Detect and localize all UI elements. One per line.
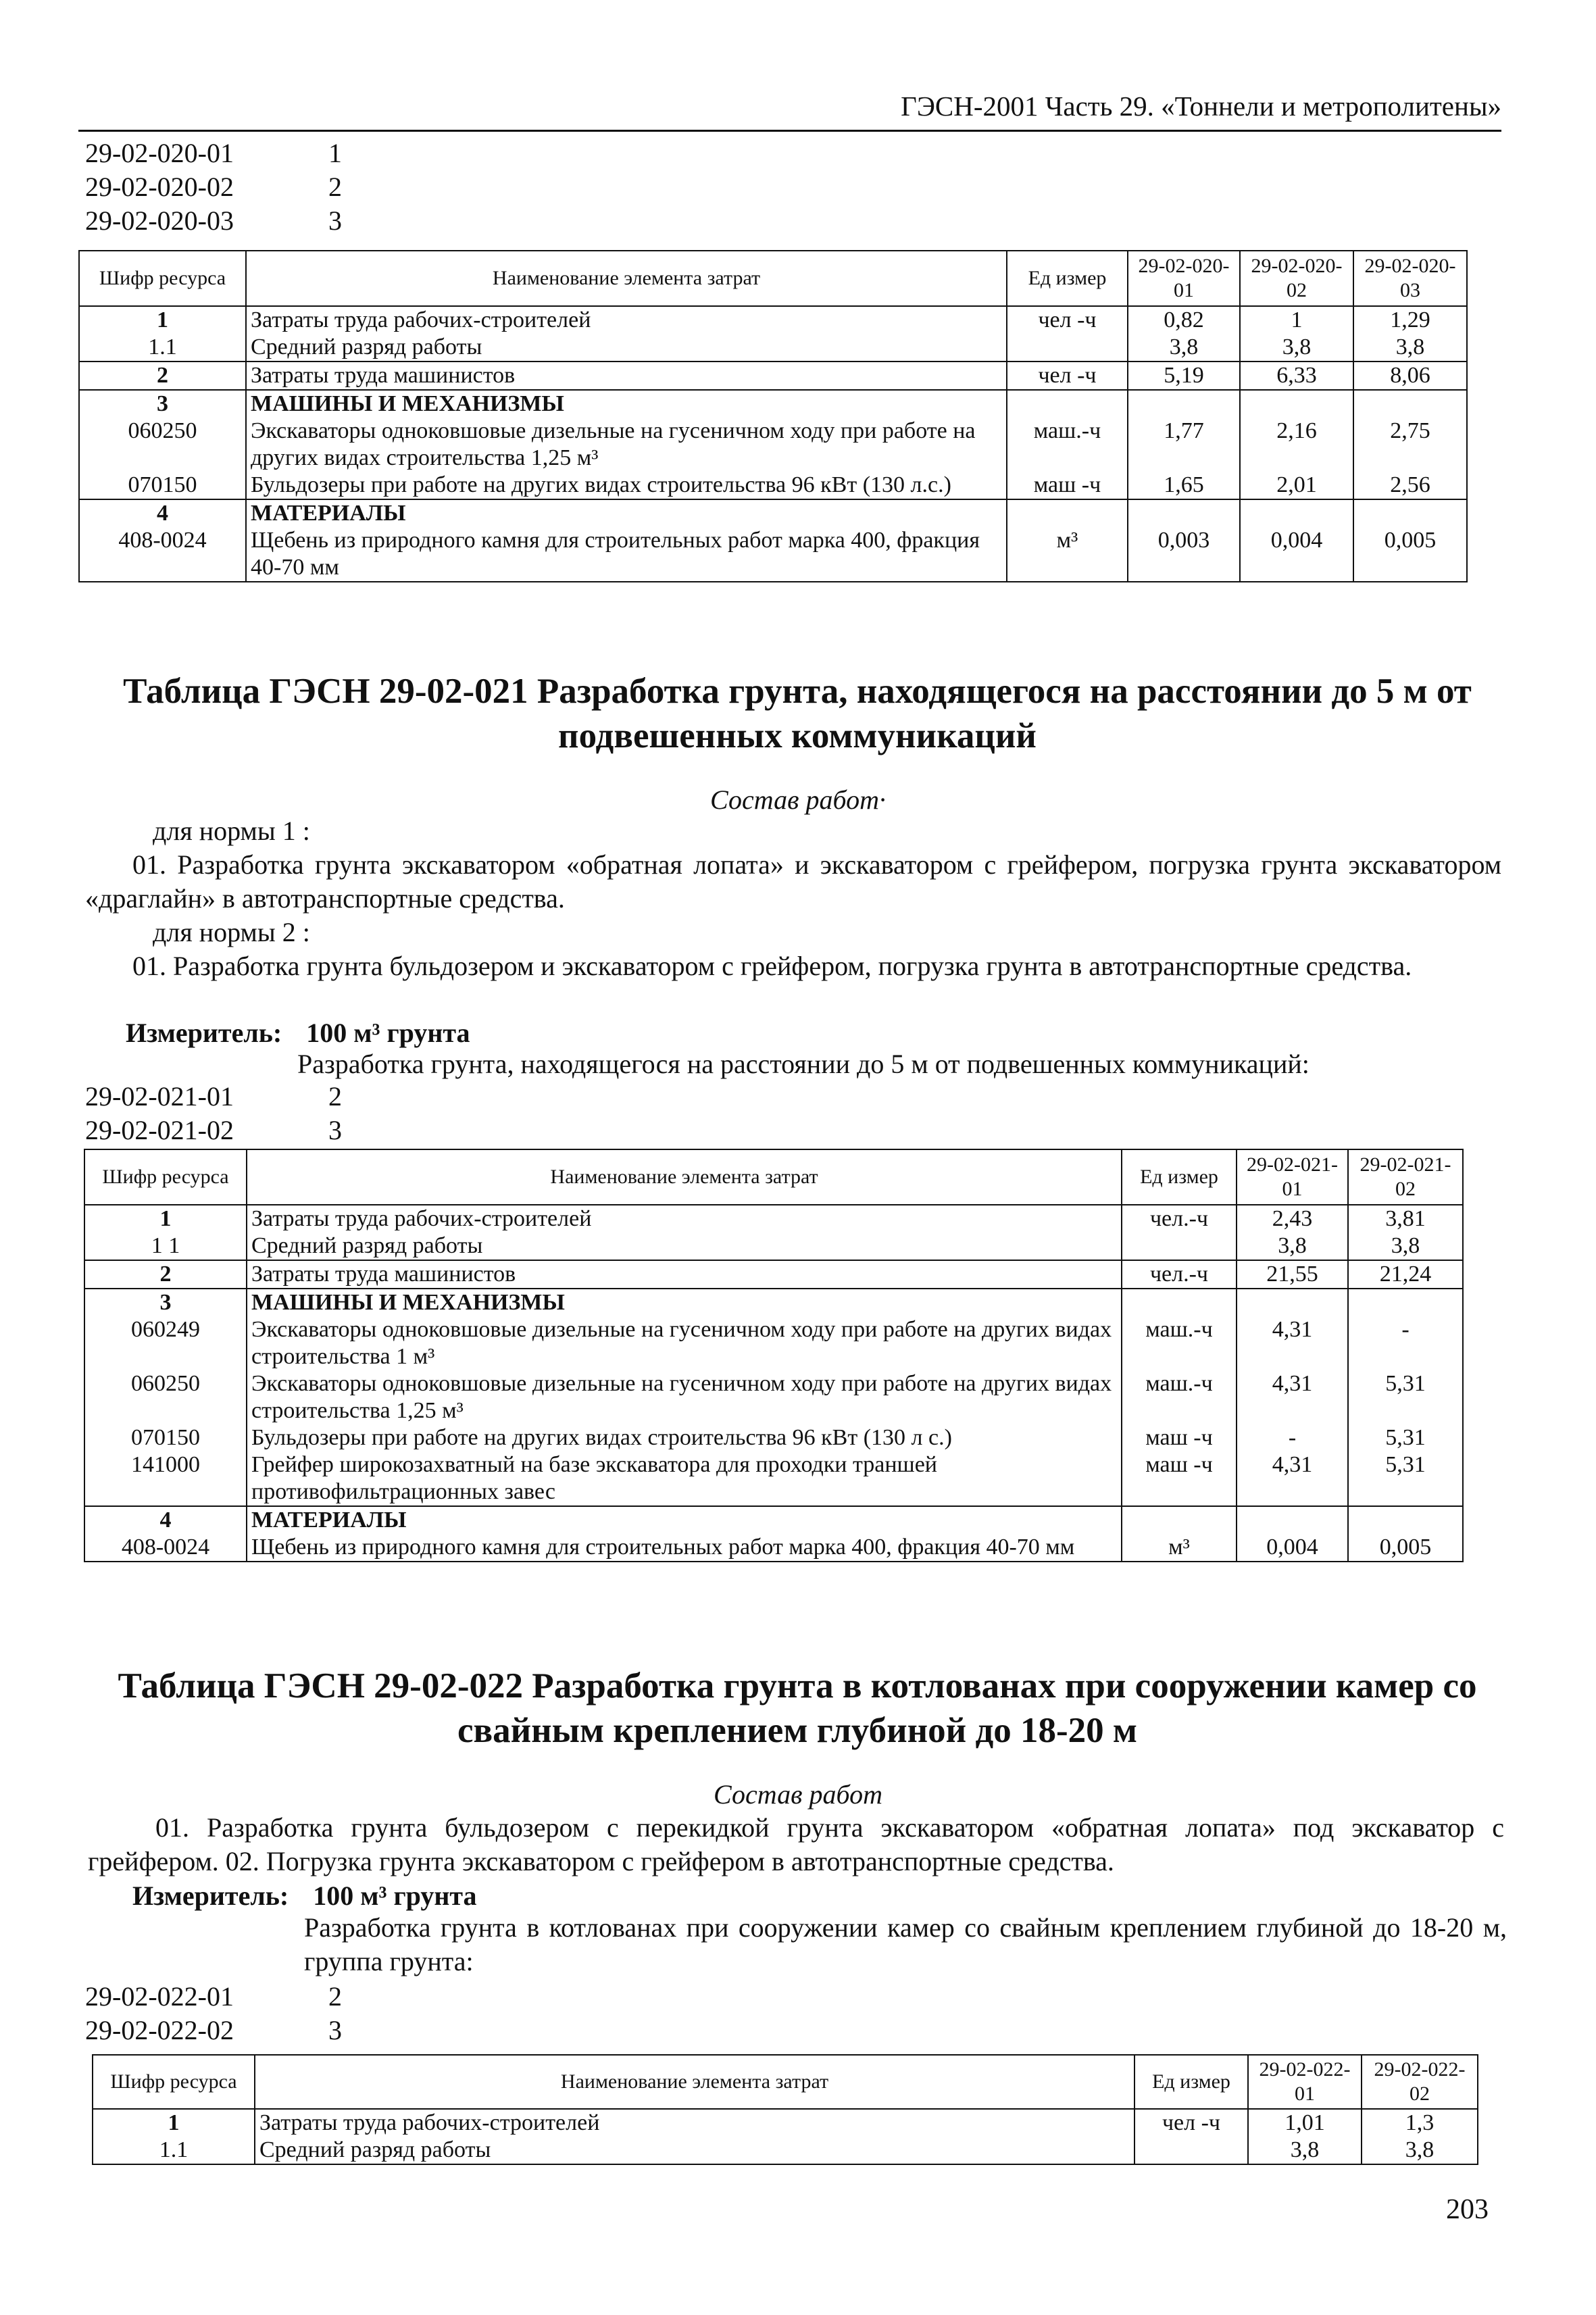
table-row: 1.1 Средний разряд работы 3,8 3,8 xyxy=(93,2137,1478,2164)
col-header-norm: 29-02-022-02 xyxy=(1362,2055,1478,2109)
code-row: 29-02-020-02 2 xyxy=(85,172,342,202)
measure-line xyxy=(126,1017,470,1049)
table-row: 408-0024 Щебень из природного камня для строительных работ марка 400, фракция 40-70 мм м³ 0,004 0,005 xyxy=(84,1534,1463,1562)
measure-label: Измеритель: xyxy=(132,1881,289,1911)
table-section-row: 3 МАШИНЫ И МЕХАНИЗМЫ xyxy=(79,390,1467,418)
norm-text: 01. Разработка грунта бульдозером и экскаватором с грейфером, погрузка грунта в автотранспортные средства. xyxy=(132,951,1412,981)
code-list-021 xyxy=(85,1080,342,1147)
col-header-unit: Ед измер xyxy=(1122,1149,1237,1205)
table-row: 408-0024 Щебень из природного камня для строительных работ марка 400, фракция 40-70 мм м³ 0,003 0,004 0,005 xyxy=(79,527,1467,582)
composition-heading: Состав работ· xyxy=(710,785,886,815)
section-title-022: Таблица ГЭСН 29-02-022 Разработка грунта в котлованах при сооружении камер со свайным креплением глубиной до 18-20 м xyxy=(118,1666,1477,1750)
col-header-norm: 29-02-020-02 xyxy=(1240,251,1353,306)
table-section-row: 3 МАШИНЫ И МЕХАНИЗМЫ xyxy=(84,1289,1463,1316)
code-row: 29-02-022-01 2 xyxy=(85,1981,342,2012)
table-row: 070150 Бульдозеры при работе на других видах строительства 96 кВт (130 л с.) маш -ч - 5,31 xyxy=(84,1424,1463,1451)
table-row: 141000 Грейфер широкозахватный на базе экскаватора для проходки траншей противофильтрационных завес маш -ч 4,31 5,31 xyxy=(84,1451,1463,1506)
col-header-name: Наименование элемента затрат xyxy=(246,251,1007,306)
composition-text: 01. Разработка грунта бульдозером с перекидкой грунта экскаватором «обратная лопата» под экскаватор с грейфером. 02. Погрузка грунта экскаватором с грейфером в автотранспортные средства. xyxy=(88,1812,1504,1876)
table-row: 1 1 Средний разряд работы 3,8 3,8 xyxy=(84,1233,1463,1260)
code-list-022 xyxy=(85,1980,342,2047)
col-header-norm: 29-02-022-01 xyxy=(1248,2055,1362,2109)
section-title-021: Таблица ГЭСН 29-02-021 Разработка грунта, находящегося на расстоянии до 5 м от подвешенных коммуникаций xyxy=(123,672,1472,755)
table-row: 1 Затраты труда рабочих-строителей чел.-ч 2,43 3,81 xyxy=(84,1205,1463,1233)
table-row: 060250 Экскаваторы одноковшовые дизельные на гусеничном ходу при работе на других видах строительства 1,25 м³ маш.-ч 1,77 2,16 2,75 xyxy=(79,418,1467,472)
table-row: 2 Затраты труда машинистов чел -ч 5,19 6,33 8,06 xyxy=(79,362,1467,390)
col-header-code: Шифр ресурса xyxy=(93,2055,255,2109)
measure-line xyxy=(132,1880,477,1912)
col-header-code: Шифр ресурса xyxy=(79,251,246,306)
code-row: 29-02-020-03 3 xyxy=(85,205,342,236)
table-row: 060249 Экскаваторы одноковшовые дизельные на гусеничном ходу при работе на других видах строительства 1 м³ маш.-ч 4,31 - xyxy=(84,1316,1463,1370)
table-section-row: 4 МАТЕРИАЛЫ xyxy=(84,1506,1463,1534)
col-header-norm: 29-02-020-03 xyxy=(1353,251,1467,306)
resource-table-022 xyxy=(92,2054,1478,2165)
table-description: Разработка грунта, находящегося на расстоянии до 5 м от подвешенных коммуникаций: xyxy=(297,1049,1310,1079)
page-number: 203 xyxy=(1446,2194,1489,2225)
measure-label: Измеритель: xyxy=(126,1018,282,1048)
composition-heading: Состав работ xyxy=(714,1779,882,1810)
table-row: 1 Затраты труда рабочих-строителей чел -ч 1,01 1,3 xyxy=(93,2109,1478,2137)
table-header-row xyxy=(84,1149,1463,1205)
resource-table-021 xyxy=(84,1149,1464,1562)
col-header-code: Шифр ресурса xyxy=(84,1149,247,1205)
table-row: 2 Затраты труда машинистов чел.-ч 21,55 21,24 xyxy=(84,1260,1463,1289)
measure-value: 100 м³ грунта xyxy=(306,1018,470,1048)
code-row: 29-02-021-02 3 xyxy=(85,1115,342,1145)
col-header-name: Наименование элемента затрат xyxy=(255,2055,1134,2109)
code-row: 29-02-022-02 3 xyxy=(85,2015,342,2045)
table-row: 060250 Экскаваторы одноковшовые дизельные на гусеничном ходу при работе на других видах строительства 1,25 м³ маш.-ч 4,31 5,31 xyxy=(84,1370,1463,1424)
col-header-norm: 29-02-020-01 xyxy=(1128,251,1240,306)
table-row: 1.1 Средний разряд работы 3,8 3,8 3,8 xyxy=(79,334,1467,362)
table-row: 070150 Бульдозеры при работе на других видах строительства 96 кВт (130 л.с.) маш -ч 1,65 2,01 2,56 xyxy=(79,472,1467,499)
page-header: ГЭСН-2001 Часть 29. «Тоннели и метрополитены» xyxy=(78,86,1501,132)
norm-label: для нормы 1 : xyxy=(153,816,310,846)
col-header-norm: 29-02-021-01 xyxy=(1237,1149,1348,1205)
norm-label: для нормы 2 : xyxy=(153,917,310,947)
table-section-row: 4 МАТЕРИАЛЫ xyxy=(79,499,1467,527)
col-header-name: Наименование элемента затрат xyxy=(247,1149,1122,1205)
col-header-unit: Ед измер xyxy=(1007,251,1128,306)
table-header-row xyxy=(93,2055,1478,2109)
code-list-020 xyxy=(85,136,342,238)
col-header-unit: Ед измер xyxy=(1134,2055,1248,2109)
resource-table-020 xyxy=(78,250,1468,582)
code-row: 29-02-021-01 2 xyxy=(85,1081,342,1112)
table-header-row xyxy=(79,251,1467,306)
measure-value: 100 м³ грунта xyxy=(313,1881,477,1911)
code-row: 29-02-020-01 1 xyxy=(85,138,342,168)
norm-text: 01. Разработка грунта экскаватором «обратная лопата» и экскаватором с грейфером, погрузка грунта экскаватором «драглайн» в автотранспортные средства. xyxy=(85,849,1501,914)
table-description: Разработка грунта в котлованах при сооружении камер со свайным креплением глубиной до 18-20 м, группа грунта: xyxy=(304,1912,1507,1976)
col-header-norm: 29-02-021-02 xyxy=(1348,1149,1463,1205)
table-row: 1 Затраты труда рабочих-строителей чел -ч 0,82 1 1,29 xyxy=(79,306,1467,334)
